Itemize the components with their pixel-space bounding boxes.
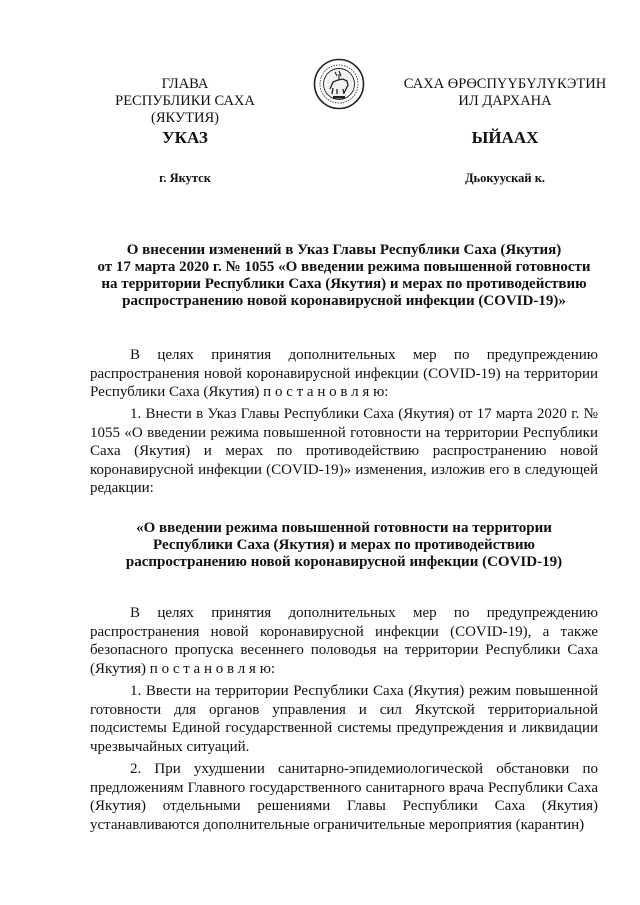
heading-line: на территории Республики Саха (Якутия) и мерах по противодействию xyxy=(101,276,587,292)
heading-line: О внесении изменений в Указ Главы Республики Саха (Якутия) xyxy=(126,242,562,258)
header-right xyxy=(392,76,618,110)
subheading-line: Республики Саха (Якутия) и мерах по противодействию xyxy=(153,537,535,553)
paragraph-amended-item-2: 2. При ухудшении санитарно-эпидемиологической обстановки по предложениям Главного государственного санитарного врача Республики Саха (Якутия) отдельными решениями Главы Республики Саха (Якутия) устанавливаются дополнительные ограничительные мероприятия (карантин) xyxy=(90,761,598,833)
header-left xyxy=(82,76,288,127)
subheading-line: распространению новой коронавирусной инфекции (COVID-19) xyxy=(125,554,563,570)
heading-line: распространению новой коронавирусной инфекции (COVID-19)» xyxy=(122,293,566,309)
paragraph-item-1: 1. Внести в Указ Главы Республики Саха (Якутия) от 17 марта 2020 г. № 1055 «О введении режима повышенной готовности на территории Республики Саха (Якутия) и мерах по противодействию распространению новой коронавирусной инфекции (COVID-19)» изменения, изложив его в следующей редакции: xyxy=(90,406,598,497)
paragraph-amended-preamble: В целях принятия дополнительных мер по предупреждению распространения новой коронавирусной инфекции (COVID-19), а также безопасного пропуска весеннего половодья на территории Республики Саха (Якутия) п о с т а н о в л я ю: xyxy=(90,605,598,677)
document-heading xyxy=(90,242,598,310)
heading-line: от 17 марта 2020 г. № 1055 «О введении режима повышенной готовности xyxy=(97,259,591,275)
subheading-line: «О введении режима повышенной готовности на территории xyxy=(136,520,552,536)
document-type-sakha: ЫЙААХ xyxy=(471,128,539,147)
city-ru: г. Якутск xyxy=(159,171,211,185)
coat-of-arms-icon xyxy=(313,58,365,110)
header-left-line1: ГЛАВА xyxy=(161,76,209,92)
paragraph-amended-item-1: 1. Ввести на территории Республики Саха (Якутия) режим повышенной готовности для органов управления и сил Якутской территориальной подсистемы Единой государственной системы предупреждения и ликвидации чрезвычайных ситуаций. xyxy=(90,683,598,755)
header-left-line2: РЕСПУБЛИКИ САХА (ЯКУТИЯ) xyxy=(115,93,255,126)
header-right-line1: САХА ӨРӨСПYYБYЛYКЭТИН xyxy=(403,76,607,92)
amended-title xyxy=(90,520,598,571)
document-type-ru: УКАЗ xyxy=(162,128,208,147)
paragraph-preamble: В целях принятия дополнительных мер по предупреждению распространения новой коронавирусной инфекции (COVID-19) на территории Республики Саха (Якутия) п о с т а н о в л я ю: xyxy=(90,347,598,401)
city-sakha: Дьокуускай к. xyxy=(464,171,546,185)
header-right-line2: ИЛ ДАРХАНА xyxy=(458,93,552,109)
